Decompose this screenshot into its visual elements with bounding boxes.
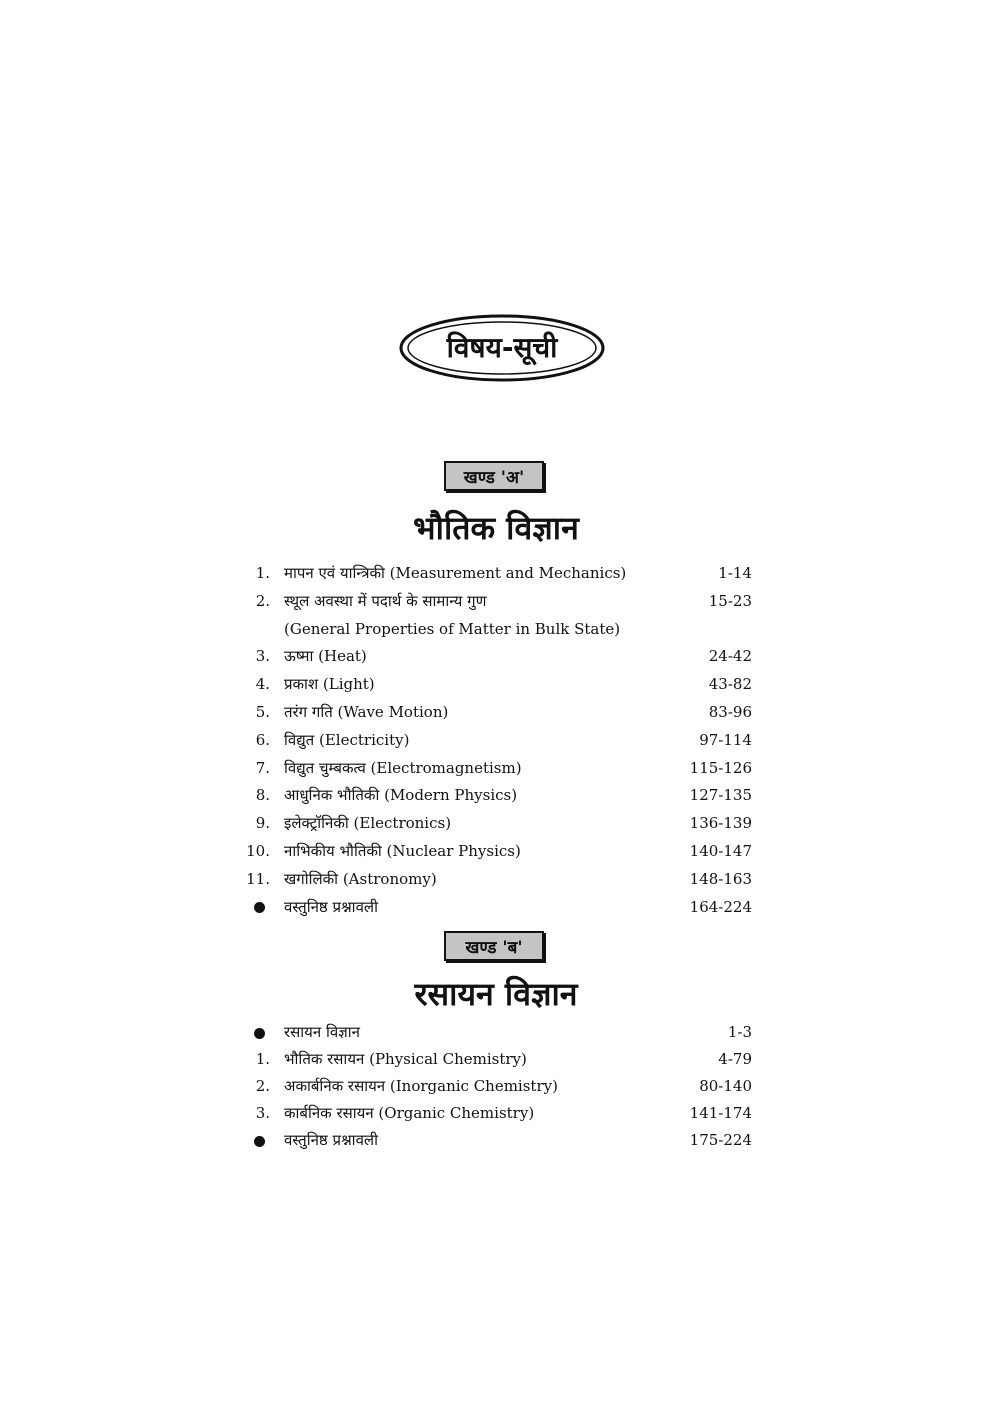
toc-entry-pages: 136-139 (689, 814, 752, 833)
toc-entry-number: 1. (255, 1050, 270, 1068)
toc-entry (246, 560, 752, 588)
toc-entry-title: वस्तुनिष्ठ प्रश्नावली (284, 897, 378, 916)
toc-entry-pages: 15-23 (708, 591, 752, 610)
section-b-heading: रसायन विज्ञान (414, 975, 578, 1013)
toc-entry-title: विद्युत चुम्बकत्व (Electromagnetism) (284, 758, 522, 777)
toc-entry (246, 894, 752, 922)
toc-entry-title: प्रकाश (Light) (284, 675, 375, 694)
toc-entry (246, 699, 752, 727)
toc-entry-number: 4. (255, 675, 270, 694)
section-a-heading: भौतिक विज्ञान (413, 509, 579, 547)
toc-entry-title: मापन एवं यान्त्रिकी (Measurement and Mechanics) (284, 564, 627, 582)
toc-entry-title: आधुनिक भौतिकी (Modern Physics) (284, 786, 518, 805)
section-a-badge: खण्ड 'अ' (444, 461, 544, 491)
toc-entry-pages: 1-3 (727, 1023, 752, 1041)
section-b-badge: खण्ड 'ब' (444, 931, 544, 961)
toc-entry-pages: 1-14 (718, 564, 752, 582)
toc-entry-title: खगोलिकी (Astronomy) (284, 869, 437, 888)
toc-entry-title: (General Properties of Matter in Bulk State) (284, 619, 621, 638)
toc-entry (246, 1127, 752, 1154)
toc-entry-number: 3. (255, 647, 270, 666)
toc-entry-pages: 127-135 (689, 786, 752, 805)
toc-entry-pages: 83-96 (708, 702, 752, 721)
toc-entry-number: 6. (255, 730, 270, 749)
toc-entry (246, 810, 752, 838)
toc-entry-number: 2. (255, 591, 270, 610)
toc-entry-title: इलेक्ट्रॉनिकी (Electronics) (284, 814, 452, 833)
toc-entry-title: कार्बनिक रसायन (Organic Chemistry) (284, 1104, 535, 1122)
toc-entry-number: 1. (255, 564, 270, 582)
toc-entry-title: स्थूल अवस्था में पदार्थ के सामान्य गुण (284, 591, 487, 610)
bullet-icon (254, 1136, 265, 1147)
toc-entry (246, 838, 752, 866)
toc-entry (246, 755, 752, 783)
page-title: विषय-सूची (446, 331, 558, 364)
toc-entry-title: रसायन विज्ञान (284, 1023, 361, 1041)
toc-entry (246, 866, 752, 894)
toc-entry-title: भौतिक रसायन (Physical Chemistry) (284, 1050, 527, 1068)
toc-entry (246, 643, 752, 671)
toc-entry-title: तरंग गति (Wave Motion) (284, 702, 449, 721)
toc-entry-pages: 43-82 (708, 675, 752, 694)
toc-entry-title: ऊष्मा (Heat) (284, 647, 367, 666)
toc-entry-pages: 115-126 (689, 758, 752, 777)
toc-entry-pages: 97-114 (699, 730, 752, 749)
toc-entry-number: 9. (255, 814, 270, 833)
toc-entry-title: विद्युत (Electricity) (284, 730, 410, 749)
toc-entry (246, 616, 752, 644)
toc-entry (246, 671, 752, 699)
toc-entry-pages: 4-79 (718, 1050, 752, 1068)
toc-entry-number: 2. (255, 1077, 270, 1095)
toc-entry-title: अकार्बनिक रसायन (Inorganic Chemistry) (284, 1077, 558, 1095)
toc-entry-pages: 140-147 (689, 841, 752, 860)
toc-entry (246, 782, 752, 810)
bullet-icon (254, 902, 265, 913)
toc-entry-pages: 80-140 (699, 1077, 752, 1095)
toc-entry-title: नाभिकीय भौतिकी (Nuclear Physics) (284, 841, 521, 860)
toc-entry-number: 11. (246, 869, 270, 888)
toc-entry-number: 10. (246, 841, 270, 860)
toc-entry (246, 588, 752, 616)
toc-entry-pages: 175-224 (689, 1131, 752, 1149)
toc-entry-pages: 164-224 (689, 897, 752, 916)
toc-entry (246, 1019, 752, 1046)
toc-entry-pages: 24-42 (708, 647, 752, 666)
toc-entry (246, 1046, 752, 1073)
contents-title-frame (398, 313, 606, 383)
toc-entry (246, 1073, 752, 1100)
section-a-toc (246, 560, 752, 921)
toc-entry-number: 8. (255, 786, 270, 805)
toc-entry-number: 3. (255, 1104, 270, 1122)
bullet-icon (254, 1028, 265, 1039)
toc-entry-title: वस्तुनिष्ठ प्रश्नावली (284, 1131, 378, 1149)
section-b-toc (246, 1019, 752, 1154)
toc-entry-number: 5. (255, 702, 270, 721)
toc-entry (246, 1100, 752, 1127)
toc-entry (246, 727, 752, 755)
toc-entry-pages: 148-163 (689, 869, 752, 888)
toc-entry-number: 7. (255, 758, 270, 777)
toc-entry-pages: 141-174 (689, 1104, 752, 1122)
